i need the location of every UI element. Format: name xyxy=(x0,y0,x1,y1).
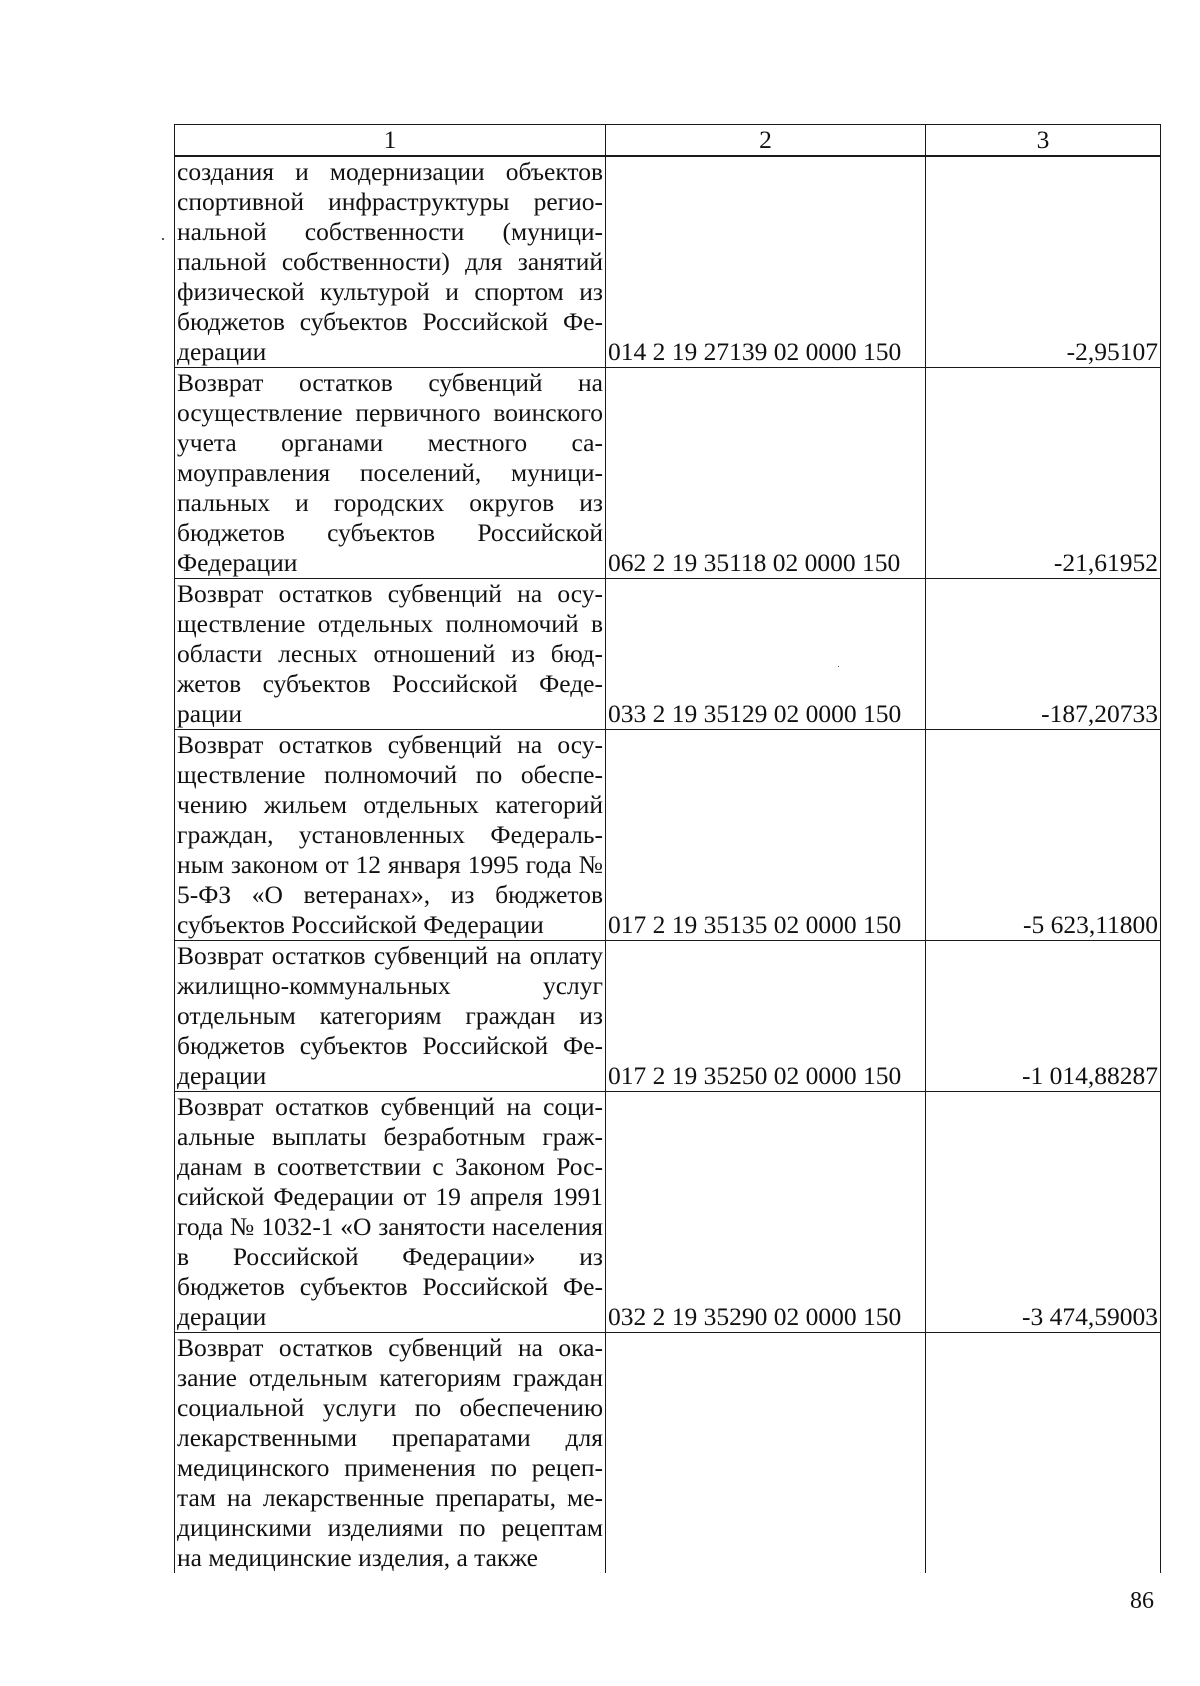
row-description: Возврат остатков субвенций на социальные выплаты безработным гражданам в соответствии с Законом Российской Федерации от 19 апреля 1991 года № 1032-1 «О занятости населения в Российской Федерации» из бюджетов субъектов Российской Федерации xyxy=(175,1092,606,1333)
row-code xyxy=(606,1333,926,1574)
row-amount: -3 474,59003 xyxy=(926,1092,1161,1333)
row-description: Возврат остатков субвенций на осуществление отдельных полномочий в области лесных отношений из бюджетов субъектов Российской Федерации xyxy=(175,579,606,730)
row-description: Возврат остатков субвенций на оказание отдельным категориям граждан социальной услуги по обеспечению лекарственными препаратами для медицинского применения по рецептам на лекарственные препараты, медицинскими изделиями по рецептам на медицинские изделия, а также xyxy=(175,1333,606,1574)
row-amount xyxy=(926,1333,1161,1574)
scan-speck xyxy=(162,238,164,240)
row-amount: -2,95107 xyxy=(926,156,1161,368)
table-row xyxy=(175,156,1161,368)
column-header-3: 3 xyxy=(926,125,1161,157)
row-description: Возврат остатков субвенций на осуществление полномочий по обеспечению жильем отдельных категорий граждан, установленных Федеральным законом от 12 января 1995 года № 5-ФЗ «О ветеранах», из бюджетов субъектов Российской Федерации xyxy=(175,730,606,941)
budget-table xyxy=(174,124,1161,1573)
row-description: Возврат остатков субвенций на оплату жилищно-коммунальных услуг отдельным категориям граждан из бюджетов субъектов Российской Федерации xyxy=(175,941,606,1092)
table-row xyxy=(175,941,1161,1092)
scan-speck xyxy=(838,666,839,667)
row-code: 017 2 19 35135 02 0000 150 xyxy=(606,730,926,941)
row-amount: -187,20733 xyxy=(926,579,1161,730)
row-amount: -21,61952 xyxy=(926,368,1161,579)
row-amount: -1 014,88287 xyxy=(926,941,1161,1092)
table-row xyxy=(175,579,1161,730)
row-code: 062 2 19 35118 02 0000 150 xyxy=(606,368,926,579)
row-code: 033 2 19 35129 02 0000 150 xyxy=(606,579,926,730)
row-code: 014 2 19 27139 02 0000 150 xyxy=(606,156,926,368)
table-row xyxy=(175,1333,1161,1574)
column-header-1: 1 xyxy=(175,125,606,157)
row-code: 017 2 19 35250 02 0000 150 xyxy=(606,941,926,1092)
row-amount: -5 623,11800 xyxy=(926,730,1161,941)
column-header-2: 2 xyxy=(606,125,926,157)
row-description: создания и модернизации объектов спортивной инфраструктуры региональной собственности (муниципальной собственности) для занятий физической культурой и спортом из бюджетов субъектов Российской Федерации xyxy=(175,156,606,368)
row-description: Возврат остатков субвенций на осуществление первичного воинского учета органами местного самоуправления поселений, муниципальных и городских округов из бюджетов субъектов Российской Федерации xyxy=(175,368,606,579)
page-number: 86 xyxy=(1130,1588,1154,1614)
table-row xyxy=(175,1092,1161,1333)
header-row xyxy=(175,125,1161,157)
table-row xyxy=(175,368,1161,579)
table-row xyxy=(175,730,1161,941)
row-code: 032 2 19 35290 02 0000 150 xyxy=(606,1092,926,1333)
